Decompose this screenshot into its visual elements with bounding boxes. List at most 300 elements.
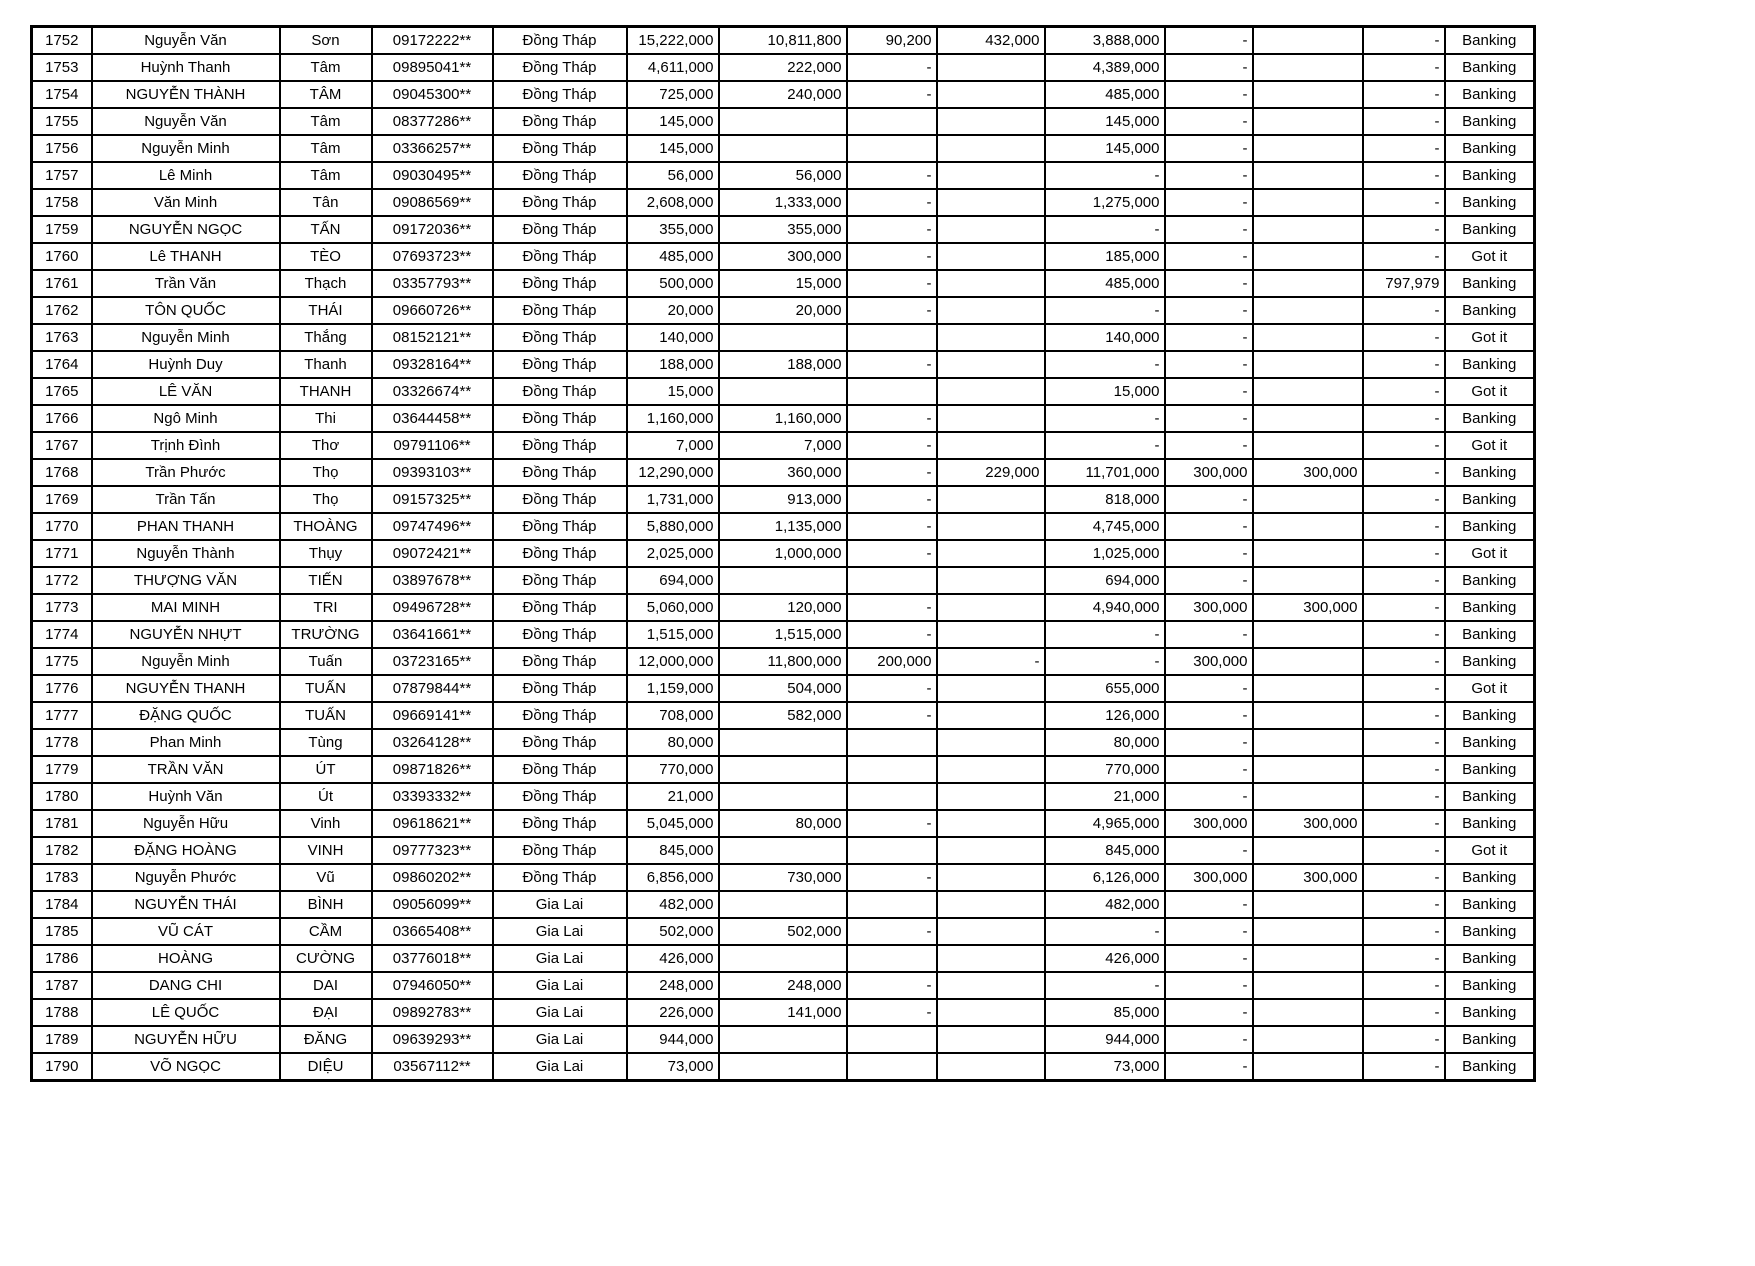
cell-status: Banking (1445, 54, 1535, 81)
cell-surname: MAI MINH (92, 594, 280, 621)
cell-amount-6: - (1165, 1053, 1253, 1081)
cell-amount-6: - (1165, 216, 1253, 243)
cell-amount-1: 12,290,000 (627, 459, 719, 486)
table-row (32, 837, 1535, 864)
cell-status: Banking (1445, 162, 1535, 189)
cell-amount-1: 6,856,000 (627, 864, 719, 891)
cell-amount-2: 240,000 (719, 81, 847, 108)
cell-amount-6: - (1165, 189, 1253, 216)
cell-amount-8: - (1363, 567, 1445, 594)
cell-given-name: VINH (280, 837, 372, 864)
cell-amount-3: - (847, 432, 937, 459)
cell-amount-4 (937, 675, 1045, 702)
cell-surname: PHAN THANH (92, 513, 280, 540)
cell-amount-6: - (1165, 837, 1253, 864)
cell-given-name: ĐĂNG (280, 1026, 372, 1053)
cell-amount-7 (1253, 729, 1363, 756)
cell-given-name: Tùng (280, 729, 372, 756)
cell-status: Banking (1445, 918, 1535, 945)
cell-amount-3: - (847, 513, 937, 540)
cell-amount-8: - (1363, 135, 1445, 162)
cell-phone: 03326674** (372, 378, 493, 405)
cell-amount-3: - (847, 486, 937, 513)
cell-amount-5: - (1045, 297, 1165, 324)
cell-phone: 07879844** (372, 675, 493, 702)
cell-amount-7 (1253, 270, 1363, 297)
cell-amount-8: - (1363, 702, 1445, 729)
cell-amount-6: 300,000 (1165, 810, 1253, 837)
cell-amount-5: 482,000 (1045, 891, 1165, 918)
cell-amount-3 (847, 378, 937, 405)
cell-amount-4 (937, 594, 1045, 621)
cell-amount-1: 500,000 (627, 270, 719, 297)
cell-amount-4 (937, 270, 1045, 297)
cell-province: Đồng Tháp (493, 783, 627, 810)
cell-amount-2: 248,000 (719, 972, 847, 999)
cell-surname: Nguyễn Thành (92, 540, 280, 567)
cell-id: 1780 (32, 783, 92, 810)
cell-amount-3: 90,200 (847, 27, 937, 55)
cell-status: Banking (1445, 999, 1535, 1026)
table-row (32, 621, 1535, 648)
cell-surname: NGUYỄN HỮU (92, 1026, 280, 1053)
cell-amount-2: 1,135,000 (719, 513, 847, 540)
cell-id: 1787 (32, 972, 92, 999)
cell-given-name: THOÀNG (280, 513, 372, 540)
cell-amount-3: - (847, 972, 937, 999)
cell-status: Banking (1445, 135, 1535, 162)
cell-amount-7 (1253, 297, 1363, 324)
cell-phone: 09860202** (372, 864, 493, 891)
cell-id: 1784 (32, 891, 92, 918)
cell-amount-5: 6,126,000 (1045, 864, 1165, 891)
table-row (32, 216, 1535, 243)
cell-status: Banking (1445, 27, 1535, 55)
cell-amount-3: - (847, 918, 937, 945)
cell-amount-7 (1253, 135, 1363, 162)
cell-id: 1781 (32, 810, 92, 837)
cell-id: 1770 (32, 513, 92, 540)
cell-id: 1771 (32, 540, 92, 567)
cell-province: Gia Lai (493, 891, 627, 918)
cell-id: 1754 (32, 81, 92, 108)
cell-province: Đồng Tháp (493, 27, 627, 55)
cell-phone: 09669141** (372, 702, 493, 729)
cell-id: 1777 (32, 702, 92, 729)
cell-id: 1764 (32, 351, 92, 378)
cell-province: Đồng Tháp (493, 405, 627, 432)
table-row (32, 594, 1535, 621)
cell-amount-8: - (1363, 216, 1445, 243)
cell-amount-6: - (1165, 432, 1253, 459)
cell-amount-5: 485,000 (1045, 81, 1165, 108)
cell-amount-7 (1253, 540, 1363, 567)
cell-status: Got it (1445, 432, 1535, 459)
cell-amount-8: - (1363, 864, 1445, 891)
cell-status: Banking (1445, 945, 1535, 972)
cell-amount-1: 5,045,000 (627, 810, 719, 837)
table-row (32, 1026, 1535, 1053)
cell-amount-5: 11,701,000 (1045, 459, 1165, 486)
cell-id: 1768 (32, 459, 92, 486)
cell-amount-6: - (1165, 405, 1253, 432)
cell-amount-7 (1253, 702, 1363, 729)
cell-amount-3: - (847, 189, 937, 216)
cell-amount-4 (937, 918, 1045, 945)
cell-province: Đồng Tháp (493, 189, 627, 216)
cell-status: Banking (1445, 81, 1535, 108)
cell-status: Got it (1445, 324, 1535, 351)
cell-amount-4 (937, 972, 1045, 999)
cell-given-name: Tân (280, 189, 372, 216)
cell-status: Banking (1445, 594, 1535, 621)
cell-amount-2: 10,811,800 (719, 27, 847, 55)
cell-province: Đồng Tháp (493, 810, 627, 837)
cell-phone: 03357793** (372, 270, 493, 297)
cell-surname: NGUYỄN THANH (92, 675, 280, 702)
cell-phone: 03776018** (372, 945, 493, 972)
cell-amount-8: - (1363, 108, 1445, 135)
cell-status: Banking (1445, 567, 1535, 594)
cell-id: 1774 (32, 621, 92, 648)
cell-amount-4 (937, 1053, 1045, 1081)
cell-amount-4 (937, 297, 1045, 324)
cell-amount-7 (1253, 918, 1363, 945)
cell-id: 1765 (32, 378, 92, 405)
cell-amount-5: 1,025,000 (1045, 540, 1165, 567)
cell-amount-3: - (847, 810, 937, 837)
cell-amount-7 (1253, 837, 1363, 864)
cell-amount-7 (1253, 783, 1363, 810)
cell-amount-3 (847, 756, 937, 783)
cell-amount-8: - (1363, 1026, 1445, 1053)
cell-amount-1: 355,000 (627, 216, 719, 243)
cell-id: 1759 (32, 216, 92, 243)
cell-status: Banking (1445, 216, 1535, 243)
cell-amount-3: - (847, 162, 937, 189)
cell-phone: 03897678** (372, 567, 493, 594)
cell-amount-1: 145,000 (627, 108, 719, 135)
cell-amount-2 (719, 1026, 847, 1053)
cell-given-name: Tuấn (280, 648, 372, 675)
cell-surname: Huỳnh Thanh (92, 54, 280, 81)
cell-amount-2: 222,000 (719, 54, 847, 81)
cell-province: Đồng Tháp (493, 270, 627, 297)
cell-amount-2 (719, 945, 847, 972)
cell-amount-7 (1253, 351, 1363, 378)
cell-given-name: TÈO (280, 243, 372, 270)
table-row (32, 540, 1535, 567)
cell-amount-5: - (1045, 405, 1165, 432)
cell-province: Đồng Tháp (493, 729, 627, 756)
cell-phone: 03641661** (372, 621, 493, 648)
cell-province: Đồng Tháp (493, 135, 627, 162)
cell-amount-8: - (1363, 324, 1445, 351)
table-row (32, 378, 1535, 405)
cell-given-name: Thọ (280, 486, 372, 513)
table-row (32, 972, 1535, 999)
cell-amount-1: 1,731,000 (627, 486, 719, 513)
cell-amount-7 (1253, 648, 1363, 675)
cell-phone: 03393332** (372, 783, 493, 810)
cell-province: Đồng Tháp (493, 837, 627, 864)
table-row (32, 108, 1535, 135)
cell-surname: Nguyễn Minh (92, 324, 280, 351)
cell-amount-2: 360,000 (719, 459, 847, 486)
cell-id: 1755 (32, 108, 92, 135)
cell-amount-7 (1253, 243, 1363, 270)
cell-amount-5: - (1045, 972, 1165, 999)
cell-surname: Huỳnh Văn (92, 783, 280, 810)
cell-amount-3: - (847, 351, 937, 378)
cell-amount-5: - (1045, 648, 1165, 675)
cell-status: Banking (1445, 864, 1535, 891)
cell-amount-5: 145,000 (1045, 108, 1165, 135)
cell-status: Banking (1445, 810, 1535, 837)
ledger-table (30, 25, 1536, 1082)
cell-amount-3 (847, 729, 937, 756)
cell-amount-6: 300,000 (1165, 459, 1253, 486)
cell-id: 1785 (32, 918, 92, 945)
cell-amount-3: - (847, 270, 937, 297)
cell-given-name: Thi (280, 405, 372, 432)
cell-amount-8: - (1363, 999, 1445, 1026)
cell-amount-1: 1,160,000 (627, 405, 719, 432)
cell-status: Got it (1445, 675, 1535, 702)
cell-id: 1769 (32, 486, 92, 513)
cell-amount-8: - (1363, 189, 1445, 216)
cell-surname: THƯỢNG VĂN (92, 567, 280, 594)
table-row (32, 810, 1535, 837)
cell-amount-6: - (1165, 567, 1253, 594)
cell-amount-8: - (1363, 162, 1445, 189)
cell-amount-2 (719, 756, 847, 783)
cell-amount-2: 188,000 (719, 351, 847, 378)
cell-status: Got it (1445, 243, 1535, 270)
cell-given-name: TUẤN (280, 702, 372, 729)
cell-amount-8: - (1363, 459, 1445, 486)
cell-amount-4 (937, 945, 1045, 972)
cell-amount-5: 21,000 (1045, 783, 1165, 810)
cell-amount-7 (1253, 621, 1363, 648)
cell-amount-6: - (1165, 1026, 1253, 1053)
cell-province: Đồng Tháp (493, 567, 627, 594)
cell-surname: TRẦN VĂN (92, 756, 280, 783)
table-row (32, 756, 1535, 783)
cell-phone: 09895041** (372, 54, 493, 81)
cell-amount-6: 300,000 (1165, 594, 1253, 621)
cell-amount-1: 4,611,000 (627, 54, 719, 81)
cell-id: 1773 (32, 594, 92, 621)
cell-amount-3: - (847, 243, 937, 270)
cell-amount-4: 432,000 (937, 27, 1045, 55)
cell-phone: 09328164** (372, 351, 493, 378)
cell-amount-3: - (847, 459, 937, 486)
cell-amount-6: - (1165, 162, 1253, 189)
cell-amount-8: - (1363, 891, 1445, 918)
cell-status: Banking (1445, 351, 1535, 378)
cell-amount-4 (937, 891, 1045, 918)
cell-given-name: Thắng (280, 324, 372, 351)
table-row (32, 243, 1535, 270)
cell-amount-4 (937, 513, 1045, 540)
table-row (32, 324, 1535, 351)
cell-amount-7: 300,000 (1253, 864, 1363, 891)
cell-amount-8: - (1363, 1053, 1445, 1081)
cell-surname: Trần Tấn (92, 486, 280, 513)
cell-id: 1790 (32, 1053, 92, 1081)
cell-amount-8: - (1363, 513, 1445, 540)
cell-amount-5: 145,000 (1045, 135, 1165, 162)
cell-surname: VŨ CÁT (92, 918, 280, 945)
cell-amount-4 (937, 432, 1045, 459)
cell-province: Đồng Tháp (493, 621, 627, 648)
cell-amount-2 (719, 324, 847, 351)
cell-amount-1: 708,000 (627, 702, 719, 729)
cell-surname: Trịnh Đình (92, 432, 280, 459)
cell-amount-2: 141,000 (719, 999, 847, 1026)
cell-amount-8: - (1363, 297, 1445, 324)
cell-phone: 09157325** (372, 486, 493, 513)
cell-amount-2: 7,000 (719, 432, 847, 459)
cell-amount-6: - (1165, 756, 1253, 783)
cell-province: Đồng Tháp (493, 648, 627, 675)
cell-phone: 09086569** (372, 189, 493, 216)
cell-amount-1: 5,060,000 (627, 594, 719, 621)
cell-id: 1778 (32, 729, 92, 756)
cell-phone: 09172222** (372, 27, 493, 55)
cell-status: Banking (1445, 405, 1535, 432)
cell-amount-5: - (1045, 351, 1165, 378)
cell-surname: Nguyễn Minh (92, 135, 280, 162)
cell-id: 1761 (32, 270, 92, 297)
cell-amount-7 (1253, 162, 1363, 189)
cell-id: 1782 (32, 837, 92, 864)
cell-phone: 07946050** (372, 972, 493, 999)
cell-amount-8: - (1363, 81, 1445, 108)
cell-amount-8: - (1363, 27, 1445, 55)
cell-amount-2 (719, 108, 847, 135)
cell-id: 1776 (32, 675, 92, 702)
cell-amount-6: - (1165, 351, 1253, 378)
cell-status: Got it (1445, 837, 1535, 864)
cell-given-name: TIẾN (280, 567, 372, 594)
cell-amount-5: - (1045, 162, 1165, 189)
cell-amount-8: - (1363, 486, 1445, 513)
table-row (32, 270, 1535, 297)
cell-province: Đồng Tháp (493, 81, 627, 108)
cell-amount-4 (937, 702, 1045, 729)
cell-amount-4 (937, 999, 1045, 1026)
cell-province: Đồng Tháp (493, 594, 627, 621)
cell-amount-3 (847, 1026, 937, 1053)
cell-phone: 09172036** (372, 216, 493, 243)
cell-given-name: Vũ (280, 864, 372, 891)
cell-amount-2 (719, 567, 847, 594)
cell-given-name: TRƯỜNG (280, 621, 372, 648)
cell-province: Gia Lai (493, 972, 627, 999)
table-row (32, 459, 1535, 486)
cell-amount-3 (847, 837, 937, 864)
cell-amount-6: - (1165, 54, 1253, 81)
cell-surname: HOÀNG (92, 945, 280, 972)
cell-id: 1762 (32, 297, 92, 324)
cell-amount-5: 818,000 (1045, 486, 1165, 513)
cell-amount-3: 200,000 (847, 648, 937, 675)
cell-id: 1763 (32, 324, 92, 351)
cell-province: Đồng Tháp (493, 702, 627, 729)
table-row (32, 675, 1535, 702)
cell-amount-3: - (847, 702, 937, 729)
cell-amount-3 (847, 891, 937, 918)
cell-amount-1: 12,000,000 (627, 648, 719, 675)
cell-province: Đồng Tháp (493, 756, 627, 783)
cell-surname: NGUYỄN THÁI (92, 891, 280, 918)
table-row (32, 702, 1535, 729)
cell-surname: Nguyễn Hữu (92, 810, 280, 837)
cell-amount-1: 482,000 (627, 891, 719, 918)
cell-amount-1: 248,000 (627, 972, 719, 999)
cell-amount-3: - (847, 540, 937, 567)
cell-amount-5: 655,000 (1045, 675, 1165, 702)
cell-id: 1766 (32, 405, 92, 432)
cell-amount-2: 504,000 (719, 675, 847, 702)
cell-given-name: Tâm (280, 135, 372, 162)
cell-phone: 09777323** (372, 837, 493, 864)
cell-amount-3 (847, 783, 937, 810)
cell-surname: ĐẶNG QUỐC (92, 702, 280, 729)
table-row (32, 405, 1535, 432)
table-row (32, 135, 1535, 162)
cell-province: Gia Lai (493, 999, 627, 1026)
cell-phone: 08152121** (372, 324, 493, 351)
cell-amount-7 (1253, 216, 1363, 243)
cell-amount-3: - (847, 999, 937, 1026)
cell-amount-1: 485,000 (627, 243, 719, 270)
table-row (32, 864, 1535, 891)
cell-amount-4 (937, 1026, 1045, 1053)
cell-amount-1: 944,000 (627, 1026, 719, 1053)
cell-amount-2: 120,000 (719, 594, 847, 621)
table-row (32, 162, 1535, 189)
cell-amount-5: 85,000 (1045, 999, 1165, 1026)
cell-amount-6: - (1165, 783, 1253, 810)
cell-amount-6: - (1165, 297, 1253, 324)
cell-province: Gia Lai (493, 945, 627, 972)
cell-amount-5: 73,000 (1045, 1053, 1165, 1081)
cell-amount-6: - (1165, 486, 1253, 513)
cell-amount-1: 426,000 (627, 945, 719, 972)
cell-amount-7 (1253, 945, 1363, 972)
cell-amount-3 (847, 1053, 937, 1081)
cell-amount-6: - (1165, 621, 1253, 648)
cell-amount-4 (937, 135, 1045, 162)
cell-surname: TÔN QUỐC (92, 297, 280, 324)
cell-amount-8: - (1363, 945, 1445, 972)
cell-surname: Ngô Minh (92, 405, 280, 432)
cell-status: Banking (1445, 783, 1535, 810)
cell-amount-7 (1253, 405, 1363, 432)
cell-amount-5: - (1045, 621, 1165, 648)
cell-given-name: ÚT (280, 756, 372, 783)
cell-amount-6: - (1165, 513, 1253, 540)
cell-amount-5: 126,000 (1045, 702, 1165, 729)
cell-amount-5: 4,745,000 (1045, 513, 1165, 540)
cell-status: Banking (1445, 108, 1535, 135)
cell-amount-7 (1253, 54, 1363, 81)
cell-amount-5: 426,000 (1045, 945, 1165, 972)
cell-amount-4 (937, 621, 1045, 648)
